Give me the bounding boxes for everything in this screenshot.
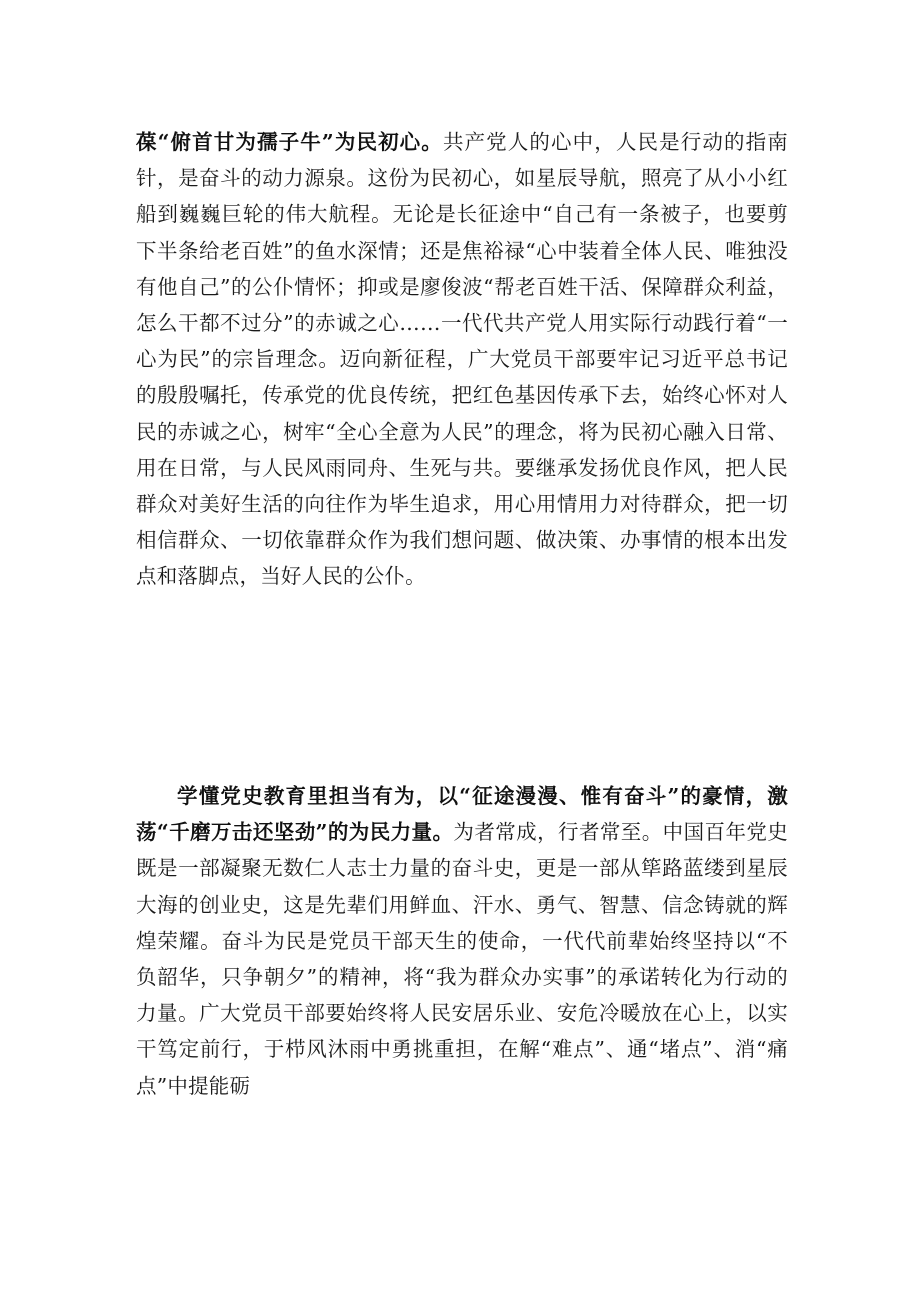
paragraph-1-body: 共产党人的心中，人民是行动的指南针，是奋斗的动力源泉。这份为民初心，如星辰导航，照亮了从小小红船到巍巍巨轮的伟大航程。无论是长征途中“自己有一条被子，也要剪下半条给老百姓”的鱼水深情；还是焦裕禄“心中装着全体人民、唯独没有他自己”的公仆情怀；抑或是廖俊波“帮老百姓干活、保障群众利益，怎么干都不过分”的赤诚之心……一代代共产党人用实际行动践行着“一心为民”的宗旨理念。迈向新征程，广大党员干部要牢记习近平总书记的殷殷嘱托，传承党的优良传统，把红色基因传承下去，始终心怀对人民的赤诚之心，树牢“全心全意为人民”的理念，将为民初心融入日常、用在日常，与人民风雨同舟、生死与共。要继承发扬优良作风，把人民群众对美好生活的向往作为毕生追求，用心用情用力对待群众，把一切相信群众、一切依靠群众作为我们想问题、做决策、办事情的根本出发点和落脚点，当好人民的公仆。 bbox=[136, 130, 788, 589]
paragraph-1-lead: 葆“俯首甘为孺子牛”为民初心。 bbox=[136, 130, 443, 154]
paragraph-2-body: 为者常成，行者常至。中国百年党史既是一部凝聚无数仁人志士力量的奋斗史，更是一部从筚路蓝缕到星辰大海的创业史，这是先辈们用鲜血、汗水、勇气、智慧、信念铸就的辉煌荣耀。奋斗为民是党员干部天生的使命，一代代前辈始终坚持以“不负韶华，只争朝夕”的精神，将“我为群众办实事”的承诺转化为行动的力量。广大党员干部要始终将人民安居乐业、安危冷暖放在心上，以实干笃定前行，于栉风沐雨中勇挑重担，在解“难点”、通“堵点”、消“痛点”中提能砺 bbox=[136, 820, 788, 1098]
paragraph-2-lead: 学懂党史教育里担当有为，以“征途漫漫、惟有奋斗”的豪情，激荡“千磨万击还坚劲”的为民力量。 bbox=[136, 784, 788, 845]
paragraph-2 bbox=[136, 778, 788, 1104]
paragraph-1 bbox=[136, 124, 788, 595]
